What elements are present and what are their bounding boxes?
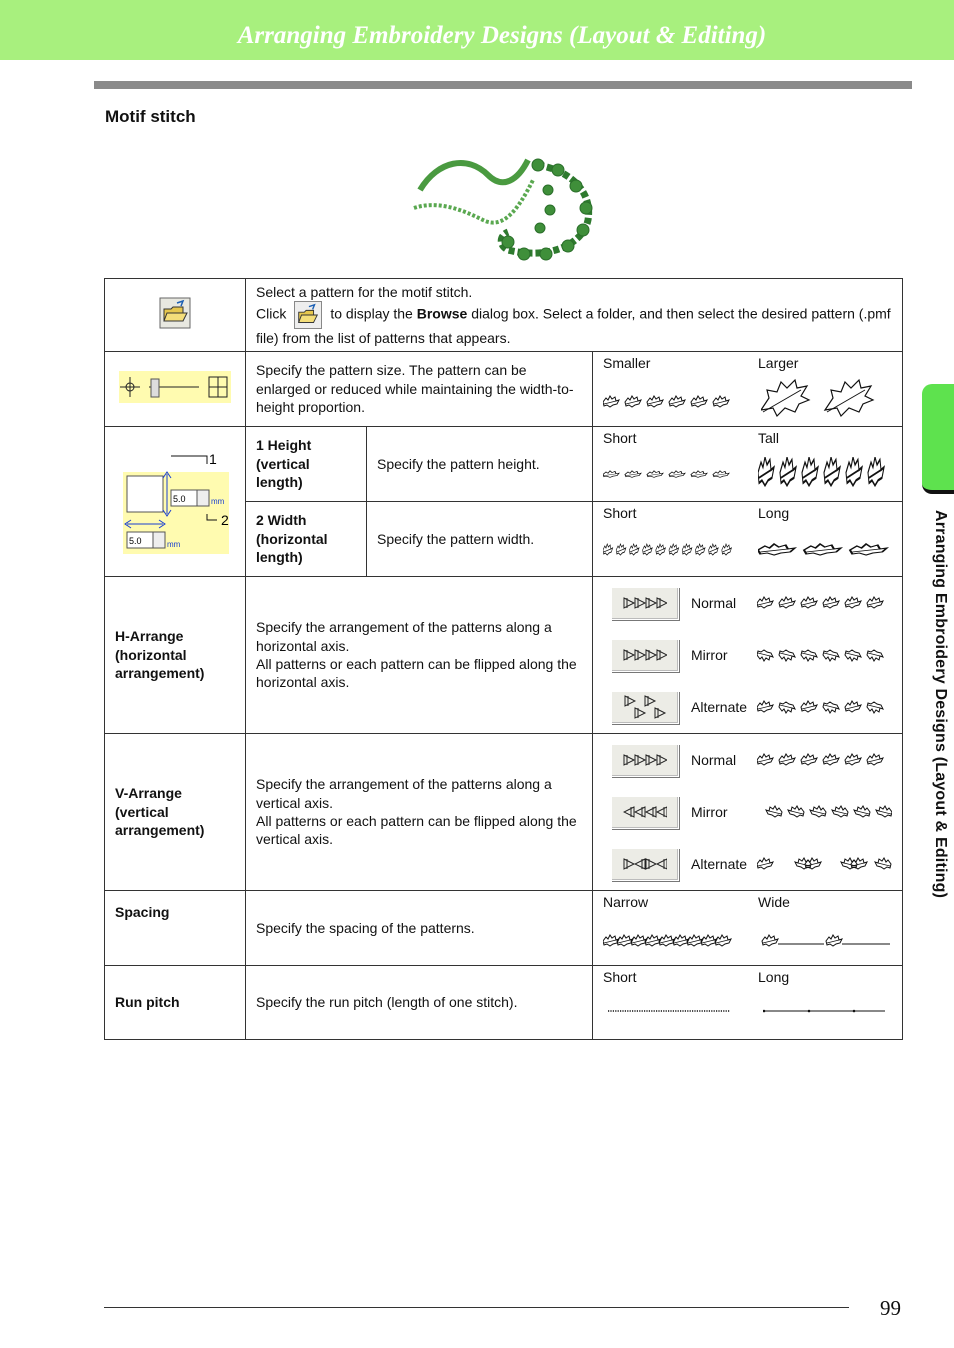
section-rule bbox=[94, 81, 912, 89]
spacing-description: Specify the spacing of the patterns. bbox=[246, 891, 593, 966]
h-arrange-mirror-label: Mirror bbox=[691, 646, 728, 663]
v-arrange-alternate-label: Alternate bbox=[691, 855, 748, 872]
height-unit-text: mm bbox=[211, 497, 225, 507]
chapter-side-label: Arranging Embroidery Designs (Layout & Editing) bbox=[932, 510, 949, 899]
h-arrange-alternate-label: Alternate bbox=[691, 698, 748, 715]
open-folder-icon[interactable] bbox=[159, 297, 191, 329]
h-arrange-mirror-button[interactable] bbox=[611, 639, 679, 672]
size-slider-icon[interactable] bbox=[119, 371, 231, 403]
v-arrange-alternate-example bbox=[757, 856, 892, 872]
h-arrange-alternate-example bbox=[757, 699, 892, 715]
chapter-side-tab bbox=[922, 384, 954, 494]
v-arrange-normal-example bbox=[757, 752, 892, 768]
triangles-normal-icon bbox=[623, 597, 667, 609]
spacing-wide-example bbox=[758, 933, 892, 949]
h-arrange-normal-button[interactable] bbox=[611, 587, 679, 620]
width-description: Specify the pattern width. bbox=[367, 502, 593, 577]
triangles-mirror-icon bbox=[623, 649, 667, 661]
pattern-size-description: Specify the pattern size. The pattern can be enlarged or reduced while maintaining the width-to-height proportion. bbox=[246, 352, 593, 427]
run-pitch-long-label: Long bbox=[758, 969, 790, 985]
section-title: Motif stitch bbox=[105, 107, 196, 126]
width-title: 2 Width (horizontal length) bbox=[246, 502, 367, 577]
spacing-wide-label: Wide bbox=[758, 894, 790, 910]
spacing-narrow-example bbox=[603, 933, 743, 949]
width-short-example bbox=[603, 542, 738, 558]
v-arrange-alternate-row bbox=[593, 838, 902, 890]
h-arrange-mirror-row bbox=[593, 629, 902, 681]
size-larger-example bbox=[761, 376, 891, 420]
spacing-title: Spacing bbox=[105, 891, 246, 966]
height-value-text[interactable]: 5.0 bbox=[173, 494, 186, 505]
v-arrange-description: Specify the arrangement of the patterns along a vertical axis. All patterns or each pattern can be flipped along the vertical axis. bbox=[246, 734, 593, 891]
size-larger-label: Larger bbox=[758, 355, 799, 371]
table-row-pattern-size bbox=[105, 352, 903, 427]
h-arrange-alternate-button[interactable] bbox=[611, 691, 679, 724]
h-arrange-title: H-Arrange (horizontal arrangement) bbox=[105, 577, 246, 734]
page-number: 99 bbox=[880, 1296, 901, 1320]
h-arrange-description: Specify the arrangement of the patterns along a horizontal axis. All patterns or each pattern can be flipped along the horizontal axis. bbox=[246, 577, 593, 734]
run-pitch-long-example bbox=[763, 1008, 887, 1014]
table-row-v-arrange bbox=[105, 734, 903, 891]
select-pattern-line1: Select a pattern for the motif stitch. bbox=[256, 283, 473, 300]
width-short-label: Short bbox=[603, 505, 637, 521]
motif-stitch-settings-table bbox=[104, 278, 903, 1040]
height-title: 1 Height (vertical length) bbox=[246, 427, 367, 502]
table-row-run-pitch bbox=[105, 966, 903, 1040]
footer-rule bbox=[104, 1307, 849, 1308]
height-short-example bbox=[603, 469, 738, 483]
triangles-left-icon bbox=[623, 806, 667, 818]
run-pitch-short-example bbox=[608, 1008, 732, 1014]
height-width-fields-icon bbox=[115, 444, 235, 554]
select-pattern-line2: Click to display the Browse dialog box. Select a folder, and then select the desired pattern (.pmf file) from the list of patterns that appears. bbox=[256, 301, 892, 347]
height-tall-example bbox=[758, 457, 893, 491]
width-long-label: Long bbox=[758, 505, 790, 521]
h-arrange-alternate-row bbox=[593, 681, 902, 733]
table-row-pattern-height bbox=[105, 427, 903, 502]
h-arrange-normal-row bbox=[593, 577, 902, 629]
v-arrange-normal-row bbox=[593, 734, 902, 786]
size-smaller-label: Smaller bbox=[603, 355, 651, 371]
width-value-text[interactable]: 5.0 bbox=[129, 536, 142, 547]
height-description: Specify the pattern height. bbox=[367, 427, 593, 502]
table-row-spacing bbox=[105, 891, 903, 966]
table-row-h-arrange bbox=[105, 577, 903, 734]
h-arrange-normal-label: Normal bbox=[691, 594, 737, 611]
v-arrange-mirror-example bbox=[757, 804, 892, 820]
browse-folder-button[interactable] bbox=[294, 301, 322, 329]
triangles-alternate-icon bbox=[623, 695, 667, 719]
v-arrange-mirror-row bbox=[593, 786, 902, 838]
triangles-right-icon bbox=[623, 754, 667, 766]
motif-stitch-example-image bbox=[408, 150, 598, 266]
spacing-narrow-label: Narrow bbox=[603, 894, 649, 910]
table-row-select-pattern bbox=[105, 279, 903, 352]
h-arrange-mirror-example bbox=[757, 647, 892, 663]
v-arrange-normal-label: Normal bbox=[691, 751, 737, 768]
page-header-title: Arranging Embroidery Designs (Layout & Editing) bbox=[237, 22, 767, 49]
v-arrange-normal-button[interactable] bbox=[611, 744, 679, 777]
height-short-label: Short bbox=[603, 430, 637, 446]
callout-1: 1 bbox=[209, 451, 217, 468]
run-pitch-description: Specify the run pitch (length of one stitch). bbox=[246, 966, 593, 1040]
callout-2: 2 bbox=[221, 512, 229, 529]
size-smaller-example bbox=[603, 394, 738, 410]
h-arrange-normal-example bbox=[757, 595, 892, 611]
width-long-example bbox=[758, 542, 893, 558]
run-pitch-title: Run pitch bbox=[105, 966, 246, 1040]
triangles-alternate-lr-icon bbox=[623, 858, 667, 870]
v-arrange-mirror-button[interactable] bbox=[611, 796, 679, 829]
v-arrange-title: V-Arrange (vertical arrangement) bbox=[105, 734, 246, 891]
run-pitch-short-label: Short bbox=[603, 969, 637, 985]
v-arrange-alternate-button[interactable] bbox=[611, 848, 679, 881]
v-arrange-mirror-label: Mirror bbox=[691, 803, 728, 820]
width-unit-text: mm bbox=[167, 540, 181, 550]
height-tall-label: Tall bbox=[758, 430, 780, 446]
